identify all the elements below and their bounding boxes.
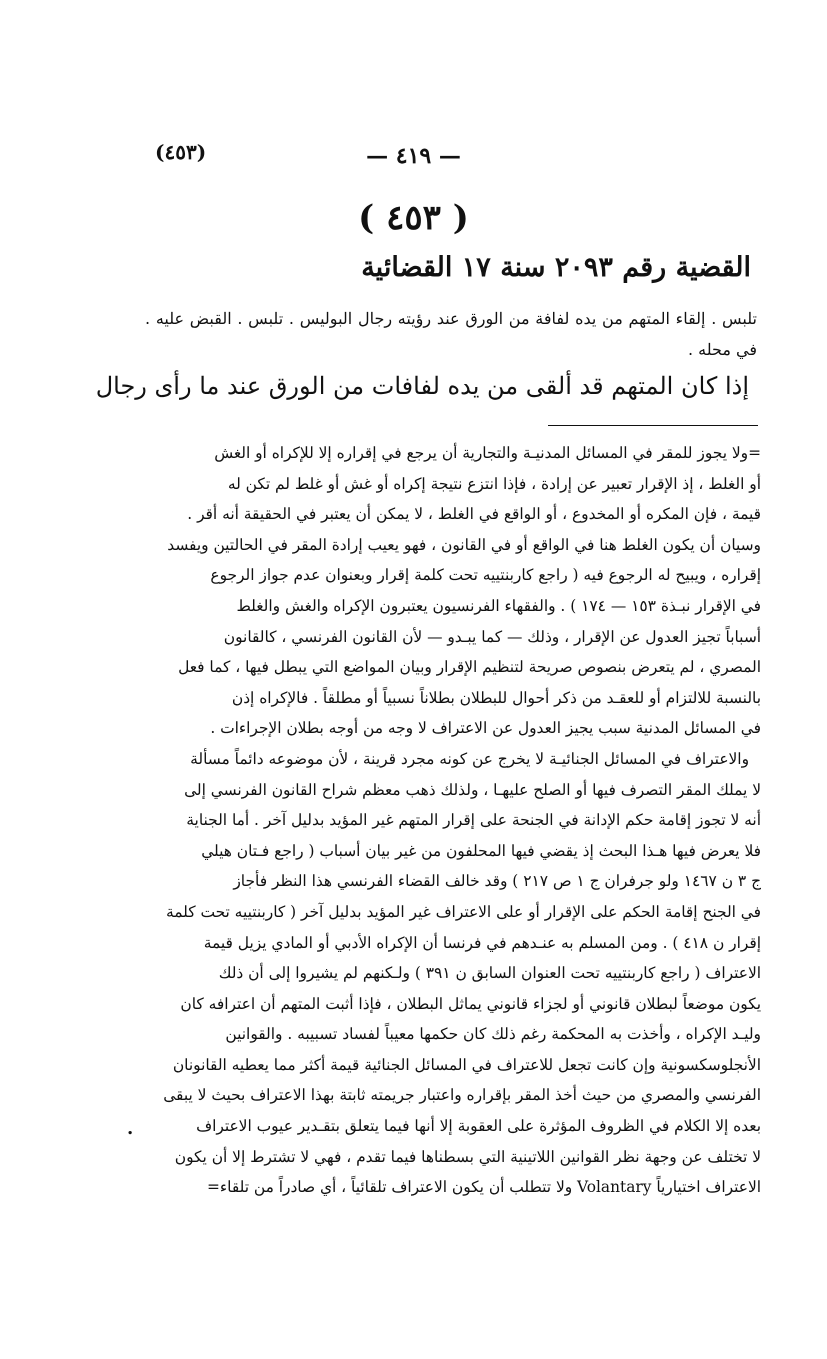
legal-principle-text: إذا كان المتهم قد ألقى من يده لفافات من الورق عند ما رأى رجال	[95, 372, 749, 400]
footnote-line: في المسائل المدنية سبب يجيز العدول عن الاعتراف لا وجه من أوجه بطلان الإجراءات .	[210, 719, 761, 738]
footnote-line: أنه لا تجوز إقامة حكم الإدانة في الجنحة على إقرار المتهم غير المؤيد بدليل آخر . أما الجناية	[186, 811, 761, 830]
footnote-line: في الإقرار نبـذة ١٥٣ — ١٧٤ ) . والفقهاء الفرنسيون يعتبرون الإكراه والغش والغلط	[236, 596, 761, 615]
page-number: — ٤١٩ —	[366, 143, 461, 169]
footnote-separator	[548, 425, 758, 426]
footnote-line: إقرار ن ٤١٨ ) . ومن المسلم به عنـدهم في فرنسا أن الإكراه الأدبي أو المادي يزيل قيمة	[203, 933, 761, 952]
footnote-line: لا تختلف عن وجهة نظر القوانين اللاتينية التي بسطناها فيما تقدم ، فهي لا تشترط إلا أن يكون	[174, 1147, 761, 1166]
footnote-line: الاعتراف اختيارياً Volantary ولا تتطلب أن يكون الاعتراف تلقائياً ، أي صادراً من تلقاء=	[207, 1178, 761, 1197]
footnote-line: الفرنسي والمصري من حيث أخذ المقر بإقراره واعتبار جريمته ثابتة بهذا الاعتراف بحيث لا يبقى	[163, 1086, 761, 1105]
footnote-line: الأنجلوسكسونية وإن كانت تجعل للاعتراف في المسائل الجنائية قيمة أكثر مما يعطيه القانونان	[172, 1055, 761, 1074]
footnote-line: وسيان أن يكون الغلط هنا في الواقع أو في القانون ، فهو يعيب إرادة المقر في الحالتين ويفسد	[167, 535, 761, 554]
footnote-line: لا يملك المقر التصرف فيها أو الصلح عليهـا ، ولذلك ذهب معظم شراح القانون الفرنسي إلى	[184, 780, 761, 799]
footnote-line: أسباباً تجيز العدول عن الإقرار ، وذلك — كما يبـدو — لأن القانون الفرنسي ، كالقانون	[223, 627, 761, 646]
footnote-line: الاعتراف ( راجع كاربنتييه تحت العنوان السابق ن ٣٩١ ) ولـكنهم لم يشيروا إلى أن ذلك	[218, 964, 761, 983]
footnote-line: ج ٣ ن ١٤٦٧ ولو جرفران ج ١ ص ٢١٧ ) وقد خالف القضاء الفرنسي هذا النظر فأجاز	[233, 872, 761, 891]
footnote-line: بعده إلا الكلام في الظروف المؤثرة على العقوبة إلا أنها فيما يتعلق بتقـدير عيوب الاعتراف	[196, 1117, 761, 1136]
margin-mark: .	[127, 1118, 134, 1139]
case-summary: تلبس . إلقاء المتهم من يده لفافة من الورق عند رؤيته رجال البوليس . تلبس . القبض عليه . في محله .	[145, 309, 757, 359]
footnote-line: وليـد الإكراه ، وأخذت به المحكمة رغم ذلك كان حكمها معيباً لفساد تسبيبه . والقوانين	[225, 1025, 761, 1044]
footnote-line: والاعتراف في المسائل الجنائيـة لا يخرج عن كونه مجرد قرينة ، لأن موضوعه دائماً مسألة	[190, 749, 749, 768]
footnote-line: إقراره ، ويبيح له الرجوع فيه ( راجع كاربنتييه تحت كلمة إقرار وبعنوان عدم جواز الرجوع	[210, 566, 761, 585]
case-reference-header: (٤٥٣)	[155, 140, 207, 164]
footnote	[151, 438, 761, 1203]
footnote-line: يكون موضعاً لبطلان قانوني أو لجزاء قانوني يماثل البطلان ، فإذا أثبت المتهم أن اعترافه كان	[180, 994, 761, 1013]
case-number-heading: ( ٤٥٣ )	[358, 198, 469, 238]
footnote-line: أو الغلط ، إذ الإقرار تعبير عن إرادة ، فإذا انتزع نتيجة إكراه أو غش أو غلط لم تكن له	[227, 474, 761, 493]
footnote-line: بالنسبة للالتزام أو للعقـد من ذكر أحوال للبطلان بطلاناً نسبياً أو مطلقاً . فالإكراه إذن	[231, 688, 761, 707]
footnote-line: فلا يعرض فيها هـذا البحث إذ يقضي فيها المحلفون من غير بيان أسباب ( راجع فـتان هيلي	[201, 841, 761, 860]
footnote-line: قيمة ، فإن المكره أو المخدوع ، أو الواقع في الغلط ، لا يمكن أن يعتبر في الحقيقة أنه أقر .	[187, 505, 761, 524]
case-title: القضية رقم ٢٠٩٣ سنة ١٧ القضائية	[361, 252, 751, 283]
footnote-line: =ولا يجوز للمقر في المسائل المدنيـة والتجارية أن يرجع في إقراره إلا للإكراه أو الغش	[214, 444, 761, 462]
footnote-line: في الجنح إقامة الحكم على الإقرار أو على الاعتراف غير المؤيد بدليل آخر ( كاربنتييه تحت كلمة	[166, 902, 761, 921]
footnote-line: المصري ، لم يتعرض بنصوص صريحة لتنظيم الإقرار وبيان المواضع التي يبطل فيها ، كما فعل	[178, 658, 761, 677]
